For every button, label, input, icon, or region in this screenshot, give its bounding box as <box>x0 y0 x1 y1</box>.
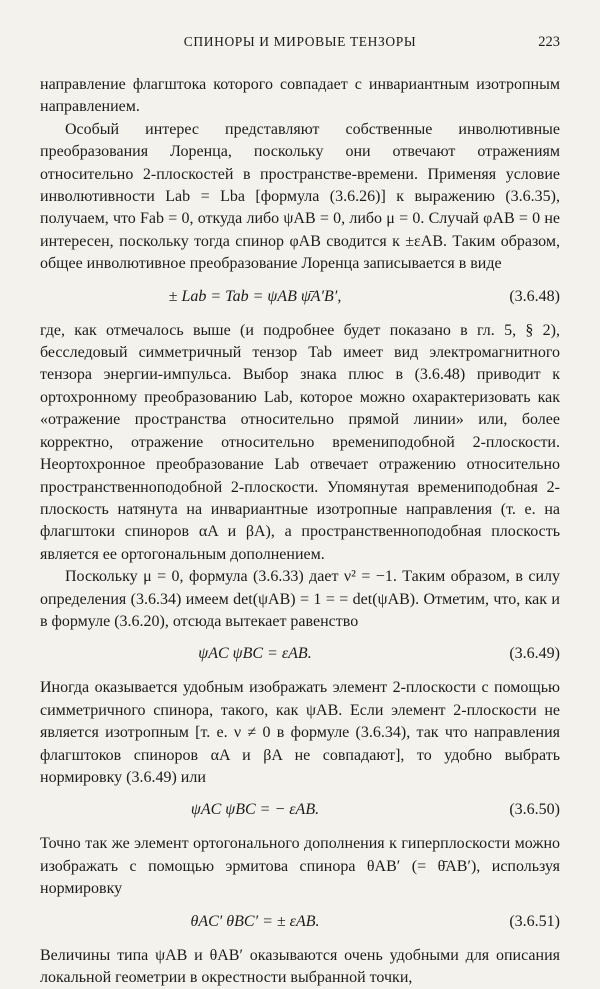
paragraph-hermitian: Точно так же элемент ортогонального дополнения к гиперплоскости можно изображать с помощью эрмитова спинора θAB′ (= θ̄AB′), используя нормировку <box>40 835 560 898</box>
equation-expression: ± Lab = Tab = ψAB ψ̄A′B′, <box>168 287 342 305</box>
equation-number: (3.6.48) <box>509 287 560 305</box>
equation-3-6-51 <box>40 907 560 941</box>
equation-3-6-48 <box>40 282 560 316</box>
paragraph-mu-zero: Поскольку μ = 0, формула (3.6.33) дает ν² = −1. Таким образом, в силу определения (3.6.34) имеем det(ψAB) = 1 = = det(ψAB). Отметим, что, как и в формуле (3.6.20), отсюда вытекает равенство <box>40 568 560 630</box>
equation-number: (3.6.49) <box>509 645 560 663</box>
equation-expression: ψAC ψBC = εAB. <box>198 645 312 663</box>
page-header <box>40 34 560 56</box>
paragraph-continuation: направление флагштока которого совпадает с инвариантным изотропным направлением. <box>40 76 560 116</box>
equation-3-6-49 <box>40 639 560 673</box>
paragraph-local-geometry: Величины типа ψAB и θAB′ оказываются очень удобными для описания локальной геометрии в окрестности выбранной точки, <box>40 946 560 986</box>
equation-3-6-50 <box>40 795 560 829</box>
equation-number: (3.6.50) <box>509 801 560 819</box>
page-number: 223 <box>538 34 560 50</box>
equation-number: (3.6.51) <box>509 912 560 930</box>
equation-expression: ψAC ψBC = − εAB. <box>190 801 320 819</box>
paragraph-two-plane: Иногда оказывается удобным изображать элемент 2-плоскости с помощью симметричного спинора, такого, как ψAB. Если элемент 2-плоскости не является изотропным [т. е. ν ≠ 0 в формуле (3.6.34), так что направления флагштоков спиноров αA и βA не совпадают], то удобно выбрать нормировку (3.6.49) или <box>40 679 560 786</box>
equation-expression: θAC′ θBC′ = ± εAB. <box>190 912 320 930</box>
paragraph-involutive: Особый интерес представляют собственные инволютивные преобразования Лоренца, поскольку они отвечают отражениям относительно 2-плоскостей в пространстве-времени. Применяя условие инволютивности Lab = Lba [формула (3.6.26)] к выражению (3.6.35), получаем, что Fab = 0, откуда либо ψAB = 0, либо μ = 0. Случай φAB = 0 не интересен, поскольку тогда спинор φAB сводится к ±εAB. Таким образом, общее инволютивное преобразование Лоренца записывается в виде <box>40 120 560 273</box>
running-title: СПИНОРЫ И МИРОВЫЕ ТЕНЗОРЫ <box>183 34 417 49</box>
paragraph-orthochronous: где, как отмечалось выше (и подробнее будет показано в гл. 5, § 2), бесследовый симметричный тензор Tab имеет вид электромагнитного тензора энергии-импульса. Выбор знака плюс в (3.6.48) приводит к ортохронному преобразованию Lab, которое можно охарактеризовать как «отражение пространства относительно прямой линии» или, более корректно, отражение относительно времениподобной 2-плоскости. Неортохронное преобразование Lab отвечает отражению относительно пространственноподобной 2-плоскости. Упомянутая времениподобная 2-плоскость натянута на инвариантные изотропные направления (т. е. на флагштоки спиноров αA и βA), а пространственноподобная плоскость является ее ортогональным дополнением. <box>40 321 560 563</box>
